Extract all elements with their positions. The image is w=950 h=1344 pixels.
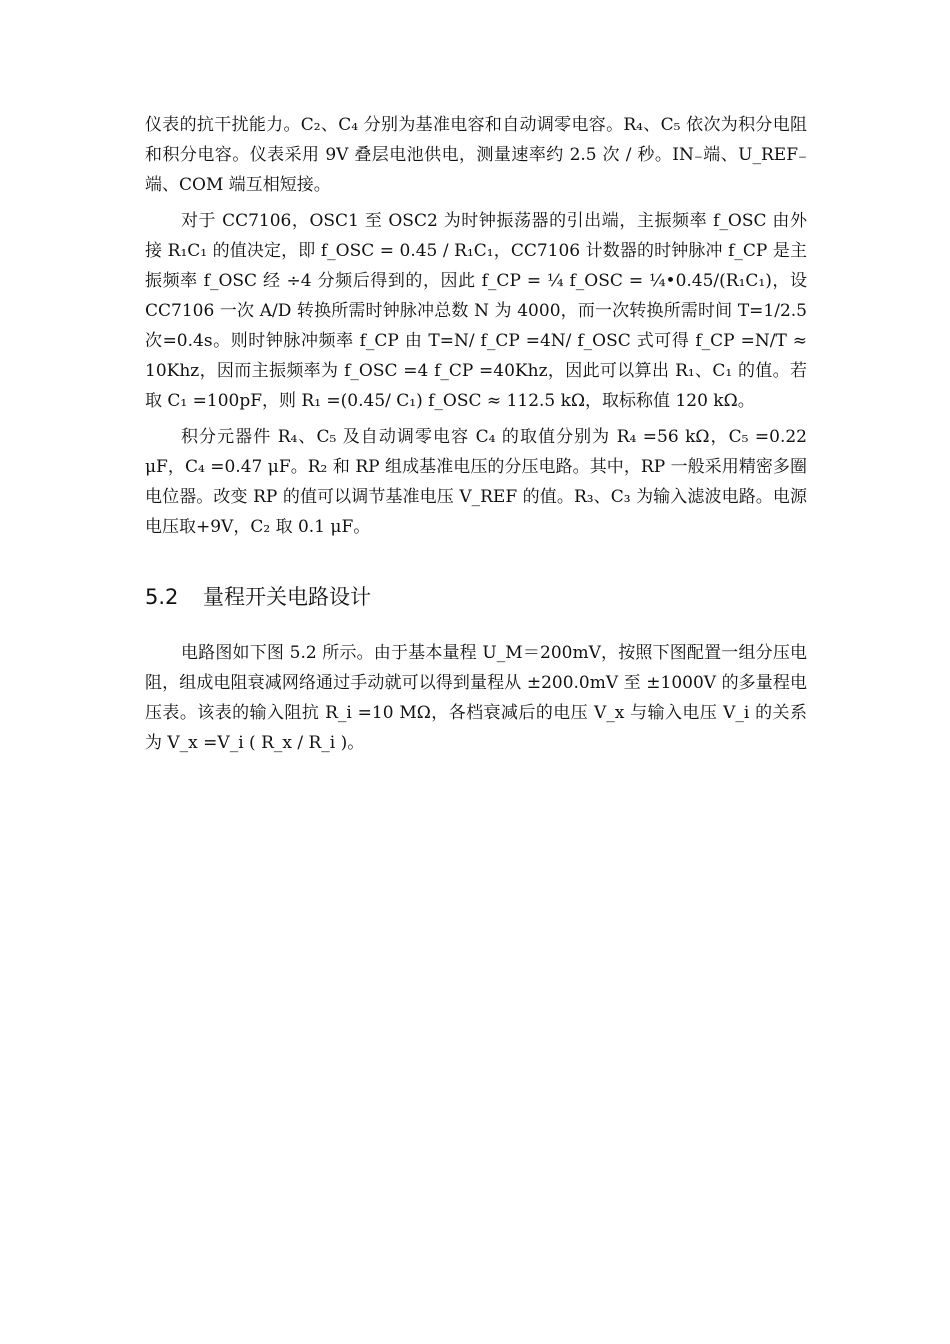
paragraph-4: 电路图如下图 5.2 所示。由于基本量程 U_M＝200mV，按照下图配置一组分压电阻，组成电阻衰减网络通过手动就可以得到量程从 ±200.0mV 至 ±1000V 的多量程电压表。该表的输入阻抗 R_i =10 MΩ，各档衰减后的电压 V_x 与输入电压 V_i 的关系为 V_x =V_i ( R_x / R_i )。 bbox=[145, 643, 807, 753]
paragraph-1: 仪表的抗干扰能力。C₂、C₄ 分别为基准电容和自动调零电容。R₄、C₅ 依次为积分电阻和积分电容。仪表采用 9V 叠层电池供电，测量速率约 2.5 次 / 秒。IN₋端、U_REF₋端、COM 端互相短接。 bbox=[145, 115, 807, 195]
document-page bbox=[145, 110, 807, 758]
section-number: 5.2 bbox=[145, 585, 179, 609]
paragraph-2: 对于 CC7106，OSC1 至 OSC2 为时钟振荡器的引出端，主振频率 f_OSC 由外接 R₁C₁ 的值决定，即 f_OSC = 0.45 / R₁C₁，CC7106 计数器的时钟脉冲 f_CP 是主振频率 f_OSC 经 ÷4 分频后得到的，因此 f_CP = ¼ f_OSC = ¼•0.45/(R₁C₁)，设 CC7106 一次 A/D 转换所需时钟脉冲总数 N 为 4000，而一次转换所需时间 T=1/2.5 次=0.4s。则时钟脉冲频率 f_CP 由 T=N/ f_CP =4N/ f_OSC 式可得 f_CP =N/T ≈ 10Khz，因而主振频率为 f_OSC =4 f_CP =40Khz，因此可以算出 R₁、C₁ 的值。若取 C₁ =100pF，则 R₁ =(0.45/ C₁) f_OSC ≈ 112.5 kΩ，取标称值 120 kΩ。 bbox=[145, 211, 807, 411]
section-heading bbox=[145, 582, 807, 612]
paragraph-3: 积分元器件 R₄、C₅ 及自动调零电容 C₄ 的取值分别为 R₄ =56 kΩ，C₅ =0.22 μF，C₄ =0.47 μF。R₂ 和 RP 组成基准电压的分压电路。其中，RP 一般采用精密多圈电位器。改变 RP 的值可以调节基准电压 V_REF 的值。R₃、C₃ 为输入滤波电路。电源电压取+9V，C₂ 取 0.1 μF。 bbox=[145, 427, 807, 537]
section-title: 量程开关电路设计 bbox=[203, 585, 371, 609]
